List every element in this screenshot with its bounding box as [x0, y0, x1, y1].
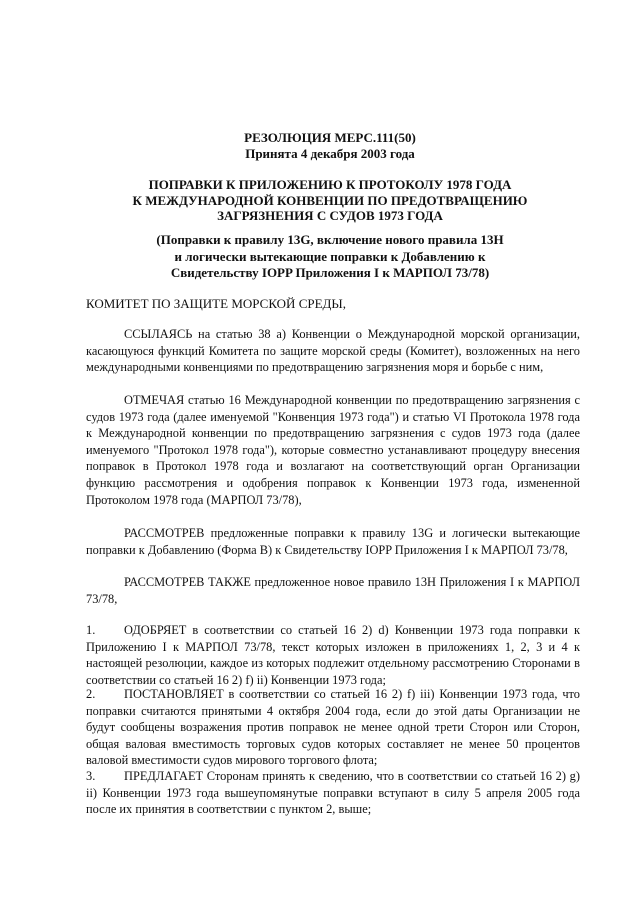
resolution-number: РЕЗОЛЮЦИЯ МЕРС.111(50): [244, 130, 416, 145]
committee-heading: КОМИТЕТ ПО ЗАЩИТЕ МОРСКОЙ СРЕДЫ,: [86, 296, 346, 311]
paragraph-number: 1.: [86, 623, 96, 637]
title-line: ПОПРАВКИ К ПРИЛОЖЕНИЮ К ПРОТОКОЛУ 1978 ГОДА: [148, 177, 512, 192]
document-title: [80, 177, 580, 224]
operative-paragraph: [86, 686, 580, 769]
adoption-date: Принята 4 декабря 2003 года: [245, 146, 415, 161]
recital-paragraph: РАССМОТРЕВ ТАКЖЕ предложенное новое правило 13Н Приложения I к МАРПОЛ 73/78,: [86, 575, 580, 606]
subtitle-line: (Поправки к правилу 13G, включение нового правила 13Н: [156, 232, 504, 247]
paragraph-text: ПРЕДЛАГАЕТ Сторонам принять к сведению, что в соответствии со статьей 16 2) g) ii) Конвенции 1973 года вышеупомянутые поправки вступают в силу 5 апреля 2005 года после их принятия в соответствии с пунктом 2, выше;: [86, 769, 580, 817]
subtitle-line: и логически вытекающие поправки к Добавлению к: [174, 248, 486, 264]
document-subtitle: [80, 232, 580, 282]
recital-paragraph: ССЫЛАЯСЬ на статью 38 а) Конвенции о Международной морской организации, касающуюся функций Комитета по защите морской среды (Комитет), возложенных на него международными конвенциями по предотвращению загрязнения моря и борьбе с ним,: [86, 327, 580, 375]
paragraph-number: 3.: [86, 769, 96, 783]
operative-paragraph: [86, 768, 580, 818]
paragraph-text: ПОСТАНОВЛЯЕТ в соответствии со статьей 16 2) f) iii) Конвенции 1973 года, что поправки считаются принятыми 4 октября 2004 года, если до этой даты Организации не будут сообщены возражения против поправок не менее одной трети Сторон или Сторон, общая валовая вместимость торговых судов которых составляет не менее 50 процентов валовой вместимости судов мирового торгового флота;: [86, 687, 580, 768]
title-line: К МЕЖДУНАРОДНОЙ КОНВЕНЦИИ ПО ПРЕДОТВРАЩЕНИЮ: [132, 192, 528, 208]
recital-paragraph: РАССМОТРЕВ предложенные поправки к правилу 13G и логически вытекающие поправки к Добавлению (Форма В) к Свидетельству IOPP Приложения I к МАРПОЛ 73/78,: [86, 526, 580, 557]
paragraph-number: 2.: [86, 687, 96, 701]
recital-paragraph: ОТМЕЧАЯ статью 16 Международной конвенции по предотвращению загрязнения с судов 1973 года (далее именуемой "Конвенция 1973 года") и статью VI Протокола 1978 года к Международной конвенции по предотвращению загрязнения с судов 1973 года (далее именуемого "Протокол 1978 года"), которые совместно устанавливают процедуру внесения поправок в Протокол 1978 года и возлагают на соответствующий орган Организации функцию рассмотрения и одобрения поправок к Конвенции 1973 года, измененной Протоколом 1978 года (МАРПОЛ 73/78),: [86, 393, 580, 507]
subtitle-line: Свидетельству IOPP Приложения I к МАРПОЛ 73/78): [170, 265, 490, 280]
paragraph-text: ОДОБРЯЕТ в соответствии со статьей 16 2) d) Конвенции 1973 года поправки к Приложению I к МАРПОЛ 73/78, текст которых изложен в приложениях 1, 2, 3 и 4 к настоящей резолюции, каждое из которых подлежит отдельному рассмотрению Сторонами в соответствии со статьей 16 2) f) ii) Конвенции 1973 года;: [86, 623, 580, 687]
operative-paragraph: [86, 622, 580, 688]
title-line: ЗАГРЯЗНЕНИЯ С СУДОВ 1973 ГОДА: [217, 208, 443, 223]
